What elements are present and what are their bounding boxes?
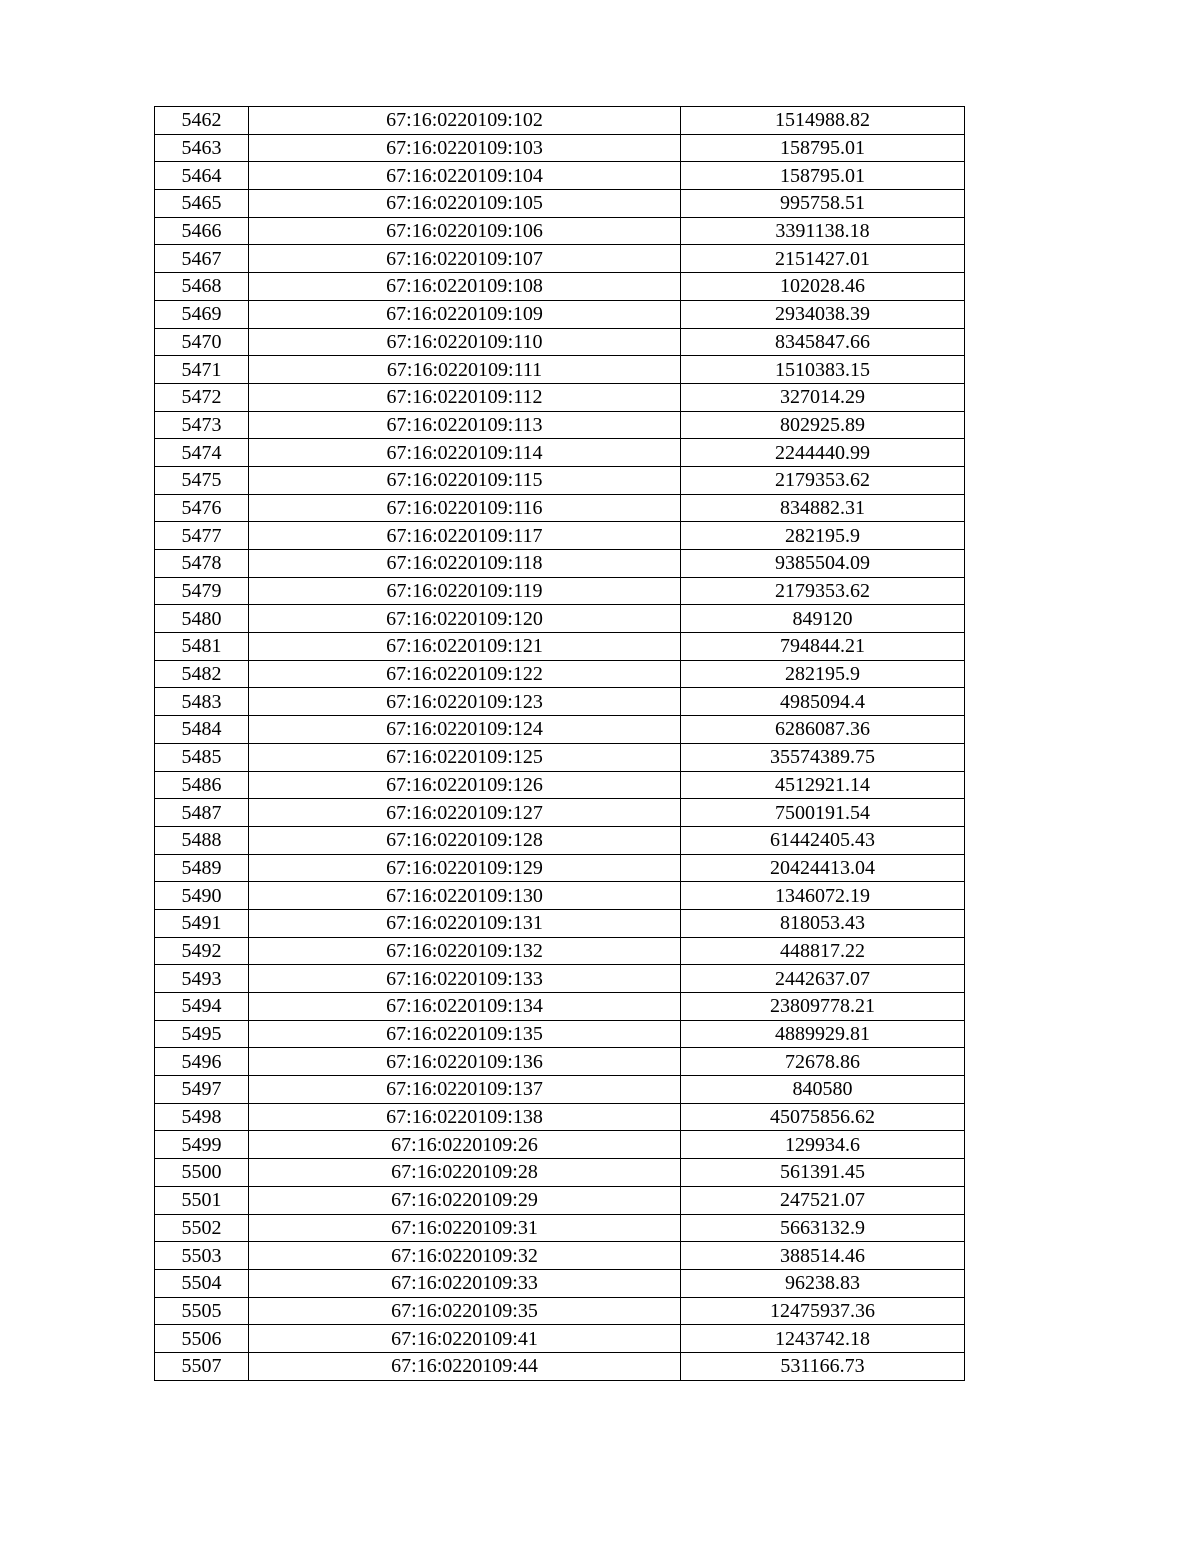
cadastral-value-cell: 9385504.09 [681, 550, 965, 578]
table-row [155, 217, 965, 245]
table-row [155, 107, 965, 135]
row-number-cell: 5496 [155, 1048, 249, 1076]
row-number-cell: 5500 [155, 1159, 249, 1187]
table-row [155, 411, 965, 439]
cadastral-value-cell: 7500191.54 [681, 799, 965, 827]
cadastral-number-cell: 67:16:0220109:135 [249, 1020, 681, 1048]
row-number-cell: 5463 [155, 134, 249, 162]
cadastral-number-cell: 67:16:0220109:113 [249, 411, 681, 439]
cadastral-number-cell: 67:16:0220109:125 [249, 743, 681, 771]
row-number-cell: 5489 [155, 854, 249, 882]
row-number-cell: 5501 [155, 1186, 249, 1214]
row-number-cell: 5472 [155, 383, 249, 411]
cadastral-number-cell: 67:16:0220109:106 [249, 217, 681, 245]
table-row [155, 1352, 965, 1380]
cadastral-value-cell: 282195.9 [681, 660, 965, 688]
row-number-cell: 5480 [155, 605, 249, 633]
row-number-cell: 5481 [155, 633, 249, 661]
cadastral-value-cell: 23809778.21 [681, 993, 965, 1021]
row-number-cell: 5502 [155, 1214, 249, 1242]
cadastral-value-cell: 794844.21 [681, 633, 965, 661]
cadastral-number-cell: 67:16:0220109:26 [249, 1131, 681, 1159]
cadastral-number-cell: 67:16:0220109:105 [249, 190, 681, 218]
cadastral-value-cell: 840580 [681, 1076, 965, 1104]
table-row [155, 1048, 965, 1076]
table-row [155, 1325, 965, 1353]
cadastral-number-cell: 67:16:0220109:35 [249, 1297, 681, 1325]
row-number-cell: 5486 [155, 771, 249, 799]
row-number-cell: 5494 [155, 993, 249, 1021]
table-row [155, 1131, 965, 1159]
table-row [155, 716, 965, 744]
table-row [155, 190, 965, 218]
cadastral-value-cell: 561391.45 [681, 1159, 965, 1187]
cadastral-number-cell: 67:16:0220109:133 [249, 965, 681, 993]
row-number-cell: 5497 [155, 1076, 249, 1104]
cadastral-number-cell: 67:16:0220109:129 [249, 854, 681, 882]
row-number-cell: 5468 [155, 273, 249, 301]
table-row [155, 273, 965, 301]
table-row [155, 328, 965, 356]
table-row [155, 909, 965, 937]
table-row [155, 522, 965, 550]
table-row [155, 882, 965, 910]
cadastral-value-cell: 12475937.36 [681, 1297, 965, 1325]
row-number-cell: 5471 [155, 356, 249, 384]
table-row [155, 799, 965, 827]
table-row [155, 494, 965, 522]
cadastral-number-cell: 67:16:0220109:44 [249, 1352, 681, 1380]
table-row [155, 1020, 965, 1048]
cadastral-number-cell: 67:16:0220109:137 [249, 1076, 681, 1104]
table-row [155, 1076, 965, 1104]
row-number-cell: 5484 [155, 716, 249, 744]
cadastral-value-cell: 849120 [681, 605, 965, 633]
cadastral-number-cell: 67:16:0220109:116 [249, 494, 681, 522]
cadastral-value-cell: 158795.01 [681, 134, 965, 162]
cadastral-value-table [154, 106, 965, 1381]
cadastral-value-cell: 6286087.36 [681, 716, 965, 744]
cadastral-number-cell: 67:16:0220109:124 [249, 716, 681, 744]
cadastral-value-cell: 2179353.62 [681, 466, 965, 494]
cadastral-number-cell: 67:16:0220109:108 [249, 273, 681, 301]
cadastral-value-cell: 35574389.75 [681, 743, 965, 771]
table-row [155, 937, 965, 965]
cadastral-value-cell: 8345847.66 [681, 328, 965, 356]
row-number-cell: 5495 [155, 1020, 249, 1048]
cadastral-number-cell: 67:16:0220109:122 [249, 660, 681, 688]
cadastral-value-cell: 802925.89 [681, 411, 965, 439]
row-number-cell: 5493 [155, 965, 249, 993]
cadastral-number-cell: 67:16:0220109:114 [249, 439, 681, 467]
table-row [155, 245, 965, 273]
cadastral-value-cell: 158795.01 [681, 162, 965, 190]
cadastral-number-cell: 67:16:0220109:29 [249, 1186, 681, 1214]
row-number-cell: 5477 [155, 522, 249, 550]
table-row [155, 466, 965, 494]
row-number-cell: 5499 [155, 1131, 249, 1159]
row-number-cell: 5492 [155, 937, 249, 965]
row-number-cell: 5464 [155, 162, 249, 190]
table-body [155, 107, 965, 1381]
cadastral-value-cell: 2151427.01 [681, 245, 965, 273]
row-number-cell: 5505 [155, 1297, 249, 1325]
table-row [155, 605, 965, 633]
cadastral-number-cell: 67:16:0220109:121 [249, 633, 681, 661]
cadastral-value-cell: 102028.46 [681, 273, 965, 301]
cadastral-value-cell: 2179353.62 [681, 577, 965, 605]
row-number-cell: 5462 [155, 107, 249, 135]
cadastral-value-cell: 247521.07 [681, 1186, 965, 1214]
cadastral-number-cell: 67:16:0220109:103 [249, 134, 681, 162]
cadastral-number-cell: 67:16:0220109:123 [249, 688, 681, 716]
cadastral-value-cell: 2244440.99 [681, 439, 965, 467]
cadastral-value-cell: 995758.51 [681, 190, 965, 218]
row-number-cell: 5504 [155, 1269, 249, 1297]
cadastral-value-cell: 4512921.14 [681, 771, 965, 799]
table-row [155, 854, 965, 882]
cadastral-number-cell: 67:16:0220109:115 [249, 466, 681, 494]
row-number-cell: 5479 [155, 577, 249, 605]
table-row [155, 633, 965, 661]
row-number-cell: 5469 [155, 300, 249, 328]
cadastral-value-cell: 72678.86 [681, 1048, 965, 1076]
table-row [155, 550, 965, 578]
cadastral-value-cell: 834882.31 [681, 494, 965, 522]
cadastral-number-cell: 67:16:0220109:109 [249, 300, 681, 328]
table-row [155, 134, 965, 162]
cadastral-number-cell: 67:16:0220109:127 [249, 799, 681, 827]
cadastral-number-cell: 67:16:0220109:31 [249, 1214, 681, 1242]
table-row [155, 1269, 965, 1297]
table-row [155, 771, 965, 799]
cadastral-number-cell: 67:16:0220109:138 [249, 1103, 681, 1131]
row-number-cell: 5467 [155, 245, 249, 273]
row-number-cell: 5470 [155, 328, 249, 356]
cadastral-number-cell: 67:16:0220109:136 [249, 1048, 681, 1076]
cadastral-number-cell: 67:16:0220109:126 [249, 771, 681, 799]
table-row [155, 383, 965, 411]
cadastral-number-cell: 67:16:0220109:117 [249, 522, 681, 550]
table-row [155, 1242, 965, 1270]
cadastral-value-cell: 61442405.43 [681, 826, 965, 854]
cadastral-number-cell: 67:16:0220109:102 [249, 107, 681, 135]
cadastral-value-cell: 1346072.19 [681, 882, 965, 910]
row-number-cell: 5503 [155, 1242, 249, 1270]
cadastral-number-cell: 67:16:0220109:107 [249, 245, 681, 273]
cadastral-number-cell: 67:16:0220109:118 [249, 550, 681, 578]
cadastral-value-cell: 4889929.81 [681, 1020, 965, 1048]
cadastral-value-cell: 2934038.39 [681, 300, 965, 328]
cadastral-number-cell: 67:16:0220109:33 [249, 1269, 681, 1297]
table-row [155, 577, 965, 605]
cadastral-number-cell: 67:16:0220109:112 [249, 383, 681, 411]
table-row [155, 743, 965, 771]
cadastral-number-cell: 67:16:0220109:134 [249, 993, 681, 1021]
cadastral-number-cell: 67:16:0220109:32 [249, 1242, 681, 1270]
cadastral-value-cell: 1514988.82 [681, 107, 965, 135]
cadastral-value-cell: 2442637.07 [681, 965, 965, 993]
row-number-cell: 5507 [155, 1352, 249, 1380]
row-number-cell: 5487 [155, 799, 249, 827]
cadastral-value-cell: 282195.9 [681, 522, 965, 550]
cadastral-number-cell: 67:16:0220109:132 [249, 937, 681, 965]
row-number-cell: 5483 [155, 688, 249, 716]
table-row [155, 993, 965, 1021]
cadastral-value-cell: 129934.6 [681, 1131, 965, 1159]
table-row [155, 162, 965, 190]
row-number-cell: 5488 [155, 826, 249, 854]
table-row [155, 688, 965, 716]
row-number-cell: 5476 [155, 494, 249, 522]
table-row [155, 1214, 965, 1242]
cadastral-number-cell: 67:16:0220109:110 [249, 328, 681, 356]
row-number-cell: 5465 [155, 190, 249, 218]
row-number-cell: 5474 [155, 439, 249, 467]
cadastral-value-cell: 4985094.4 [681, 688, 965, 716]
table-row [155, 1186, 965, 1214]
cadastral-value-cell: 5663132.9 [681, 1214, 965, 1242]
cadastral-value-cell: 327014.29 [681, 383, 965, 411]
cadastral-value-cell: 3391138.18 [681, 217, 965, 245]
table-row [155, 1297, 965, 1325]
row-number-cell: 5485 [155, 743, 249, 771]
row-number-cell: 5491 [155, 909, 249, 937]
cadastral-value-cell: 388514.46 [681, 1242, 965, 1270]
cadastral-number-cell: 67:16:0220109:111 [249, 356, 681, 384]
cadastral-number-cell: 67:16:0220109:119 [249, 577, 681, 605]
row-number-cell: 5466 [155, 217, 249, 245]
cadastral-value-cell: 1243742.18 [681, 1325, 965, 1353]
row-number-cell: 5498 [155, 1103, 249, 1131]
table-row [155, 439, 965, 467]
cadastral-number-cell: 67:16:0220109:128 [249, 826, 681, 854]
table-row [155, 826, 965, 854]
row-number-cell: 5473 [155, 411, 249, 439]
cadastral-number-cell: 67:16:0220109:41 [249, 1325, 681, 1353]
cadastral-value-cell: 448817.22 [681, 937, 965, 965]
cadastral-value-cell: 531166.73 [681, 1352, 965, 1380]
cadastral-number-cell: 67:16:0220109:130 [249, 882, 681, 910]
cadastral-number-cell: 67:16:0220109:28 [249, 1159, 681, 1187]
cadastral-value-cell: 1510383.15 [681, 356, 965, 384]
cadastral-number-cell: 67:16:0220109:104 [249, 162, 681, 190]
table-row [155, 660, 965, 688]
table-row [155, 1103, 965, 1131]
table-row [155, 300, 965, 328]
cadastral-value-cell: 20424413.04 [681, 854, 965, 882]
cadastral-value-cell: 818053.43 [681, 909, 965, 937]
table-row [155, 965, 965, 993]
row-number-cell: 5490 [155, 882, 249, 910]
row-number-cell: 5475 [155, 466, 249, 494]
cadastral-number-cell: 67:16:0220109:131 [249, 909, 681, 937]
cadastral-value-cell: 96238.83 [681, 1269, 965, 1297]
row-number-cell: 5482 [155, 660, 249, 688]
table-row [155, 356, 965, 384]
table-row [155, 1159, 965, 1187]
row-number-cell: 5478 [155, 550, 249, 578]
cadastral-value-cell: 45075856.62 [681, 1103, 965, 1131]
row-number-cell: 5506 [155, 1325, 249, 1353]
cadastral-number-cell: 67:16:0220109:120 [249, 605, 681, 633]
